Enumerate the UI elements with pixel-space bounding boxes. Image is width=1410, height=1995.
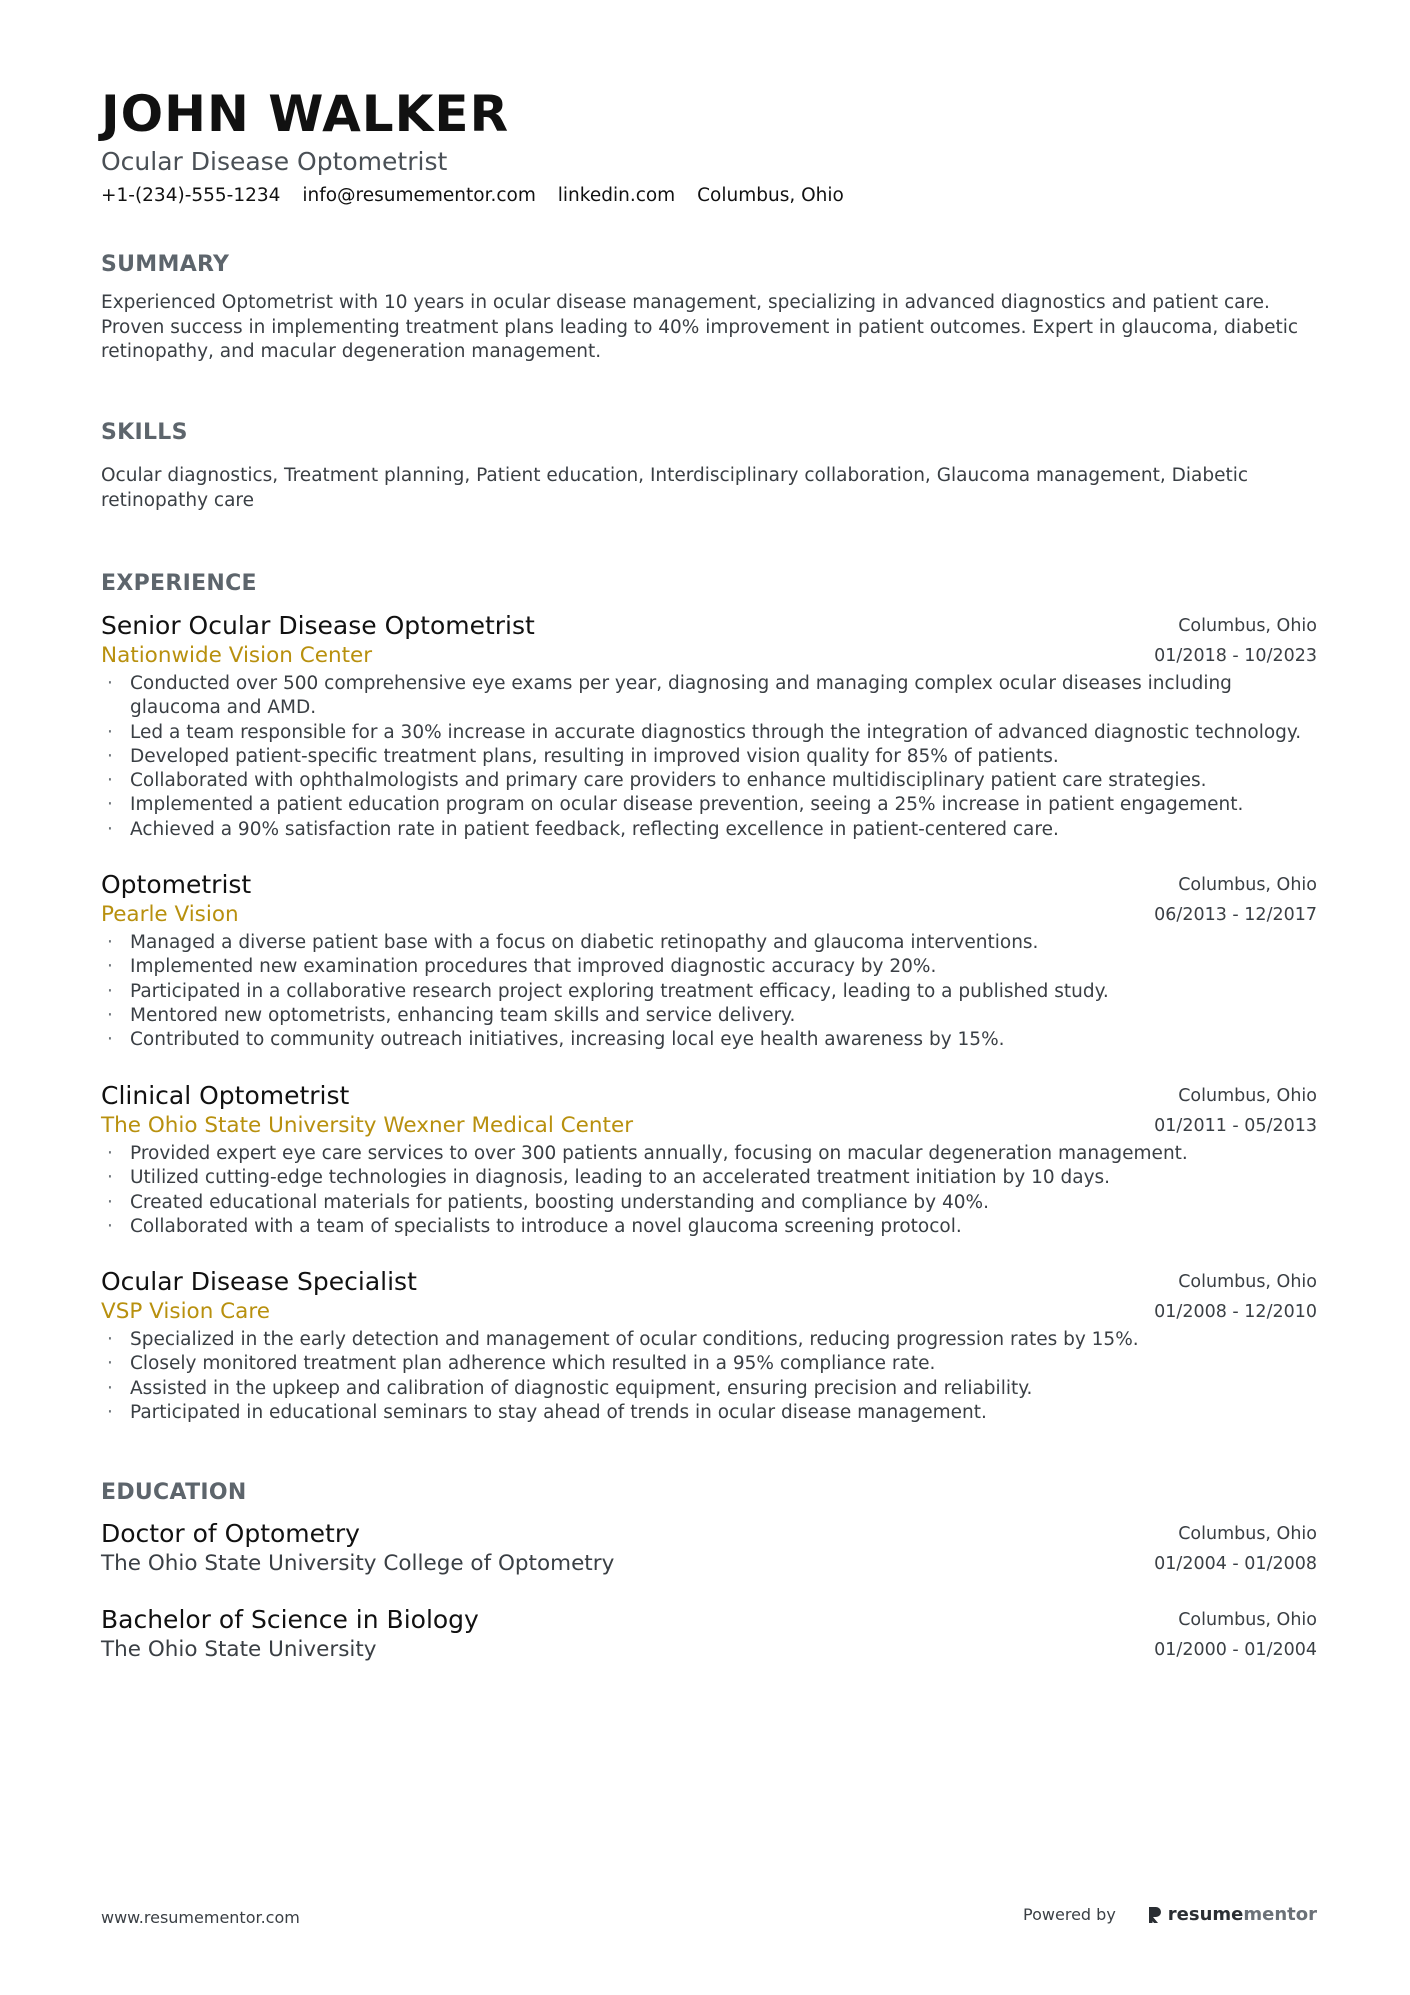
education-section <box>101 1479 1317 1507</box>
bullet-item: · Managed a diverse patient base with a focus on diabetic retinopathy and glaucoma interventions. <box>101 931 1317 955</box>
job-location: Columbus, Ohio <box>1178 1272 1317 1292</box>
skills-text: Ocular diagnostics, Treatment planning, Patient education, Interdisciplinary collaboration, Glaucoma management, Diabetic retinopathy care <box>101 465 1249 511</box>
bullet-item: · Achieved a 90% satisfaction rate in patient feedback, reflecting excellence in patient-centered care. <box>101 818 1317 842</box>
education-entry <box>101 1604 1317 1664</box>
powered-by-label: Powered by <box>1023 1905 1116 1924</box>
job-entry <box>101 869 1317 1052</box>
education-dates: 01/2000 - 01/2004 <box>1154 1640 1317 1660</box>
summary-section <box>101 251 1317 365</box>
bullet-item: · Collaborated with a team of specialists to introduce a novel glaucoma screening protocol. <box>101 1215 1317 1239</box>
candidate-name: JOHN WALKER <box>101 85 510 143</box>
bullet-item: · Contributed to community outreach initiatives, increasing local eye health awareness by 15%. <box>101 1028 1317 1052</box>
summary-heading: SUMMARY <box>101 252 230 277</box>
job-title: Senior Ocular Disease Optometrist <box>101 611 535 640</box>
contact-line <box>101 183 860 209</box>
brand-bold-text: resume <box>1167 1904 1244 1925</box>
contact-location: Columbus, Ohio <box>697 185 844 206</box>
job-company: VSP Vision Care <box>101 1299 270 1324</box>
job-entry <box>101 1080 1317 1239</box>
job-title: Clinical Optometrist <box>101 1081 350 1110</box>
education-entry <box>101 1518 1317 1578</box>
job-dates: 01/2018 - 10/2023 <box>1154 646 1317 666</box>
job-location: Columbus, Ohio <box>1178 1086 1317 1106</box>
summary-text: Experienced Optometrist with 10 years in ocular disease management, specializing in advanced diagnostics and patient care. Proven success in implementing treatment plans leading to 40% improvement in patient outcomes. Expert in glaucoma, diabetic retinopathy, and macular degeneration management. <box>101 292 1299 362</box>
bullet-item: · Participated in a collaborative research project exploring treatment efficacy, leading to a published study. <box>101 980 1317 1004</box>
bullet-item: · Utilized cutting-edge technologies in diagnosis, leading to an accelerated treatment initiation by 10 days. <box>101 1166 1317 1190</box>
brand-light-text: mentor <box>1243 1904 1317 1925</box>
job-title: Ocular Disease Specialist <box>101 1267 417 1296</box>
skills-heading: SKILLS <box>101 420 188 445</box>
footer-website-link[interactable]: www.resumementor.com <box>101 1908 300 1927</box>
contact-linkedin[interactable]: linkedin.com <box>557 185 676 206</box>
resumementor-logo-icon <box>1146 1905 1164 1925</box>
degree-title: Doctor of Optometry <box>101 1519 360 1548</box>
job-entry <box>101 1266 1317 1425</box>
resumementor-logo[interactable] <box>1146 1904 1317 1925</box>
footer-branding <box>1023 1904 1317 1925</box>
job-bullets <box>101 672 1317 842</box>
education-dates: 01/2004 - 01/2008 <box>1154 1554 1317 1574</box>
contact-email[interactable]: info@resumementor.com <box>302 185 536 206</box>
bullet-item: · Collaborated with ophthalmologists and primary care providers to enhance multidisciplinary patient care strategies. <box>101 769 1317 793</box>
bullet-item: · Implemented new examination procedures that improved diagnostic accuracy by 20%. <box>101 955 1317 979</box>
job-company: Pearle Vision <box>101 902 239 927</box>
bullet-item: · Conducted over 500 comprehensive eye exams per year, diagnosing and managing complex ocular diseases including glaucoma and AMD. <box>101 672 1317 721</box>
contact-phone[interactable]: +1-(234)-555-1234 <box>101 185 281 206</box>
degree-title: Bachelor of Science in Biology <box>101 1605 479 1634</box>
education-location: Columbus, Ohio <box>1178 1610 1317 1630</box>
bullet-item: · Assisted in the upkeep and calibration of diagnostic equipment, ensuring precision and reliability. <box>101 1377 1317 1401</box>
school-name: The Ohio State University College of Optometry <box>101 1551 615 1576</box>
experience-heading: EXPERIENCE <box>101 571 257 596</box>
job-company: The Ohio State University Wexner Medical Center <box>101 1113 634 1138</box>
education-heading: EDUCATION <box>101 1480 247 1505</box>
education-location: Columbus, Ohio <box>1178 1524 1317 1544</box>
job-location: Columbus, Ohio <box>1178 616 1317 636</box>
bullet-item: · Specialized in the early detection and management of ocular conditions, reducing progression rates by 15%. <box>101 1328 1317 1352</box>
bullet-item: · Participated in educational seminars to stay ahead of trends in ocular disease management. <box>101 1401 1317 1425</box>
job-bullets <box>101 931 1317 1052</box>
bullet-item: · Led a team responsible for a 30% increase in accurate diagnostics through the integration of advanced diagnostic technology. <box>101 721 1317 745</box>
bullet-item: · Created educational materials for patients, boosting understanding and compliance by 40%. <box>101 1191 1317 1215</box>
school-name: The Ohio State University <box>101 1637 377 1662</box>
bullet-item: · Provided expert eye care services to over 300 patients annually, focusing on macular degeneration management. <box>101 1142 1317 1166</box>
job-location: Columbus, Ohio <box>1178 875 1317 895</box>
job-dates: 01/2011 - 05/2013 <box>1154 1116 1317 1136</box>
skills-section <box>101 419 1317 513</box>
bullet-item: · Mentored new optometrists, enhancing team skills and service delivery. <box>101 1004 1317 1028</box>
bullet-item: · Closely monitored treatment plan adherence which resulted in a 95% compliance rate. <box>101 1352 1317 1376</box>
bullet-item: · Developed patient-specific treatment plans, resulting in improved vision quality for 85% of patients. <box>101 745 1317 769</box>
job-dates: 06/2013 - 12/2017 <box>1154 905 1317 925</box>
candidate-title: Ocular Disease Optometrist <box>101 147 448 176</box>
job-dates: 01/2008 - 12/2010 <box>1154 1302 1317 1322</box>
job-entry <box>101 610 1317 842</box>
job-bullets <box>101 1328 1317 1425</box>
job-bullets <box>101 1142 1317 1239</box>
job-title: Optometrist <box>101 870 252 899</box>
experience-section <box>101 570 1317 598</box>
bullet-item: · Implemented a patient education program on ocular disease prevention, seeing a 25% increase in patient engagement. <box>101 793 1317 817</box>
job-company: Nationwide Vision Center <box>101 643 373 668</box>
